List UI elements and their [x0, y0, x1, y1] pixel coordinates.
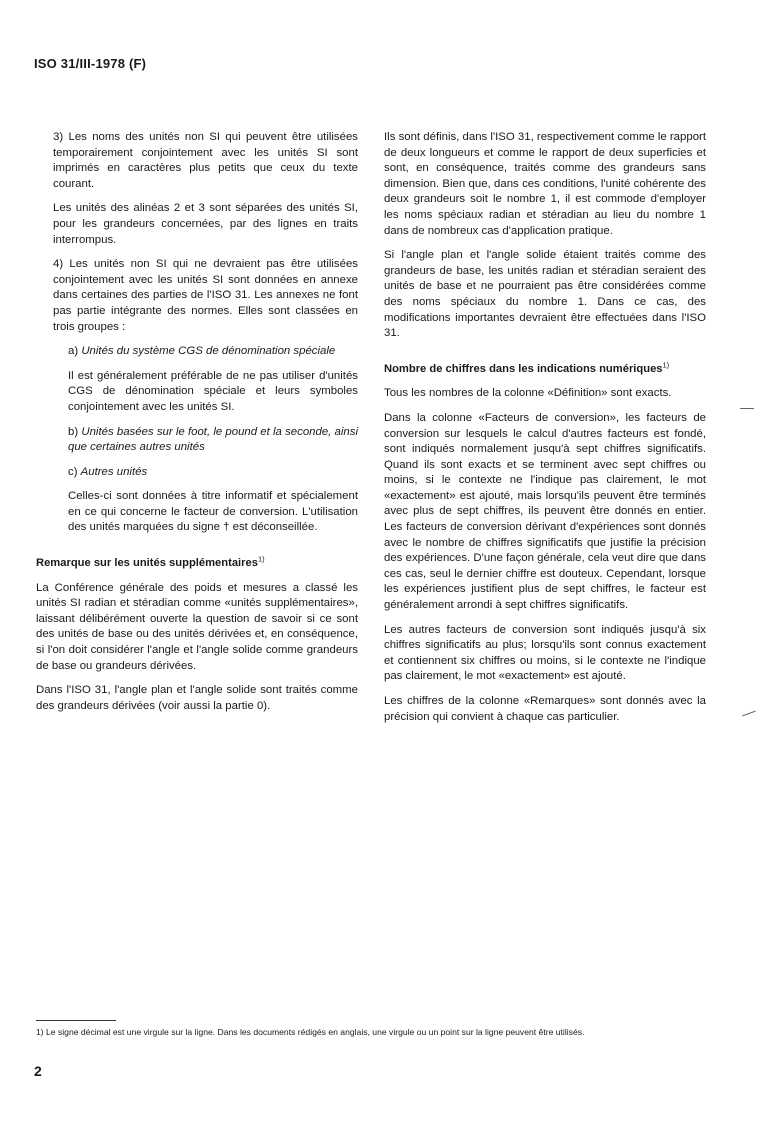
right-column [384, 130, 706, 734]
footnote: 1) Le signe décimal est une virgule sur la ligne. Dans les documents rédigés en anglais, une virgule ou un point sur la ligne peuvent être utilisés. [36, 1027, 585, 1037]
paragraph-conversion-factors: Dans la colonne «Facteurs de conversion», les facteurs de conversion sur lesquels le calcul d'autres facteurs est fondé, sont indiqués normalement jusqu'à sept chiffres significatifs. Quand ils sont exacts et se terminent avec sept chiffres ou moins, si le contexte ne l'indique pas clairement, le mot «exactement» est ajouté, mais lorsqu'ils peuvent être terminés avec plus de sept chiffres, ils peuvent être donnés en entier. Les facteurs de conversion dérivant d'expériences sont donnés avec le nombre de chiffres significatifs que justifie la précision des expériences. D'une façon générale, cela veut dire que dans ces cas, seul le dernier chiffre est douteux. Cependant, lorsque les expériences justifient plus de sept chiffres, le facteur est généralement arrondi à sept chiffres significatifs. [384, 411, 706, 612]
list-item-a-label: a) [68, 345, 79, 358]
page-number: 2 [34, 1063, 42, 1079]
list-item-b-text: Unités basées sur le foot, le pound et la seconde, ainsi que certaines autres unités [68, 425, 358, 454]
margin-mark [740, 408, 754, 409]
paragraph-iso31-angles: Dans l'ISO 31, l'angle plan et l'angle solide sont traités comme des grandeurs dérivées (voir aussi la partie 0). [36, 684, 358, 712]
paragraph-base-quantities: Si l'angle plan et l'angle solide étaient traités comme des grandeurs de base, les unités radian et stéradian seraient des unités de base et ne pourraient pas être considérées comme des noms spéciaux du nombre 1. Dans ce cas, des modifications importantes devraient être effectuées dans l'ISO 31. [384, 249, 706, 340]
paragraph-cgpm: La Conférence générale des poids et mesures a classé les unités SI radian et stéradian comme «unités supplémentaires», laissant délibérément ouverte la question de savoir si ce sont des unités de base ou des unités dérivées et, en conséquence, si l'on doit considérer l'angle et l'angle solide comme grandeurs de base ou grandeurs dérivées. [36, 581, 358, 672]
paragraph-definition-column: Tous les nombres de la colonne «Définition» sont exacts. [384, 387, 672, 400]
list-item-c-label: c) [68, 465, 78, 478]
heading-text: Remarque sur les unités supplémentaires [36, 557, 258, 570]
list-item-a-text: Unités du système CGS de dénomination spéciale [81, 345, 336, 358]
list-item-c [36, 465, 358, 481]
footnote-divider [36, 1020, 116, 1021]
paragraph-item-c: Celles-ci sont données à titre informatif et spécialement en ce qui concerne le facteur de conversion. L'utilisation des unités marquées du signe † est déconseillée. [68, 490, 358, 534]
heading-text: Nombre de chiffres dans les indications numériques [384, 362, 663, 375]
list-item-c-text: Autres unités [80, 465, 148, 478]
list-item-b-label: b) [68, 425, 79, 438]
list-item-a [36, 344, 358, 360]
margin-mark [742, 711, 755, 717]
list-item-b [36, 425, 358, 456]
section-heading-supplementary-units [36, 556, 358, 572]
paragraph-separation: Les unités des alinéas 2 et 3 sont séparées des unités SI, pour les grandeurs concernées, par des lignes en traits interrompus. [53, 202, 358, 246]
paragraph-item-a: Il est généralement préférable de ne pas utiliser d'unités CGS de dénomination spéciale et leurs symboles conjointement avec les unités SI. [68, 369, 358, 413]
left-column [36, 130, 358, 723]
paragraph-item-3: 3) Les noms des unités non SI qui peuvent être utilisées temporairement conjointement avec les unités SI sont imprimés en caractères plus petits que ceux du texte courant. [53, 131, 358, 190]
document-header: ISO 31/III-1978 (F) [34, 56, 147, 71]
paragraph-item-4: 4) Les unités non SI qui ne devraient pas être utilisées conjointement avec les unités SI sont données en annexe dans certaines des parties de l'ISO 31. Les annexes ne font pas partie intégrante des normes. Elles sont classées en trois groupes : [53, 258, 358, 333]
paragraph-other-factors: Les autres facteurs de conversion sont indiqués jusqu'à six chiffres significatifs au plus; lorsqu'ils sont connus exactement et contiennent six chiffres ou moins, si le contexte ne l'indique pas clairement, le mot «exactement» est ajouté. [384, 623, 706, 683]
paragraph-definitions: Ils sont définis, dans l'ISO 31, respectivement comme le rapport de deux longueurs et comme le rapport de deux superficies et sont, en conséquence, traités comme des grandeurs sans dimension. Bien que, dans ces conditions, l'unité cohérente des deux grandeurs soit le nombre 1, il est commode d'employer les noms spéciaux radian et stéradian au lieu du nombre 1 dans de nombreux cas d'application pratique. [384, 131, 706, 237]
paragraph-remarks-column: Les chiffres de la colonne «Remarques» sont donnés avec la précision qui convient à chaque cas particulier. [384, 695, 706, 723]
section-heading-number-of-digits [384, 359, 706, 378]
footnote-ref: 1) [257, 554, 265, 564]
footnote-ref: 1) [662, 359, 670, 369]
